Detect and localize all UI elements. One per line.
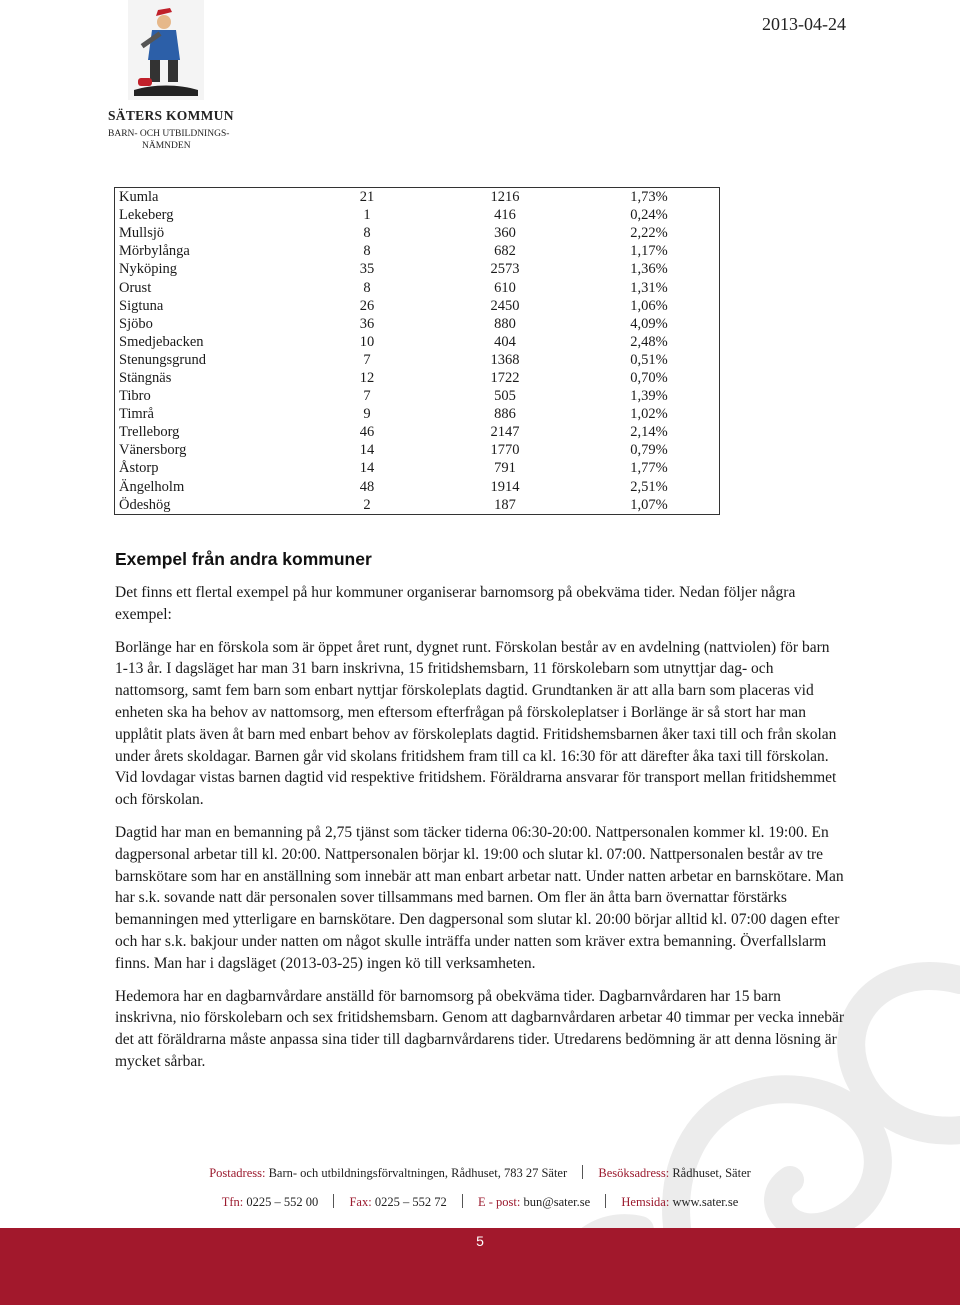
table-row bbox=[115, 224, 720, 242]
logo-subtitle-line-2: NÄMNDEN bbox=[142, 141, 191, 151]
percent-cell: 1,39% bbox=[630, 388, 668, 405]
logo-subtitle-line-1: BARN- OCH UTBILDNINGS- bbox=[108, 129, 230, 139]
total-cell: 682 bbox=[494, 243, 516, 260]
municipality-cell: Kumla bbox=[119, 189, 159, 206]
total-cell: 416 bbox=[494, 207, 516, 224]
table-row bbox=[115, 351, 720, 369]
table-row bbox=[115, 278, 720, 296]
table-row bbox=[115, 242, 720, 260]
municipality-cell: Ängelholm bbox=[119, 478, 185, 495]
municipality-logo bbox=[100, 0, 234, 158]
total-cell: 791 bbox=[494, 460, 516, 477]
total-cell: 505 bbox=[494, 388, 516, 405]
footer-divider bbox=[462, 1194, 463, 1208]
phone-value: 0225 – 552 00 bbox=[246, 1195, 319, 1209]
percent-cell: 1,06% bbox=[630, 297, 668, 314]
total-cell: 1770 bbox=[490, 442, 520, 459]
footer-contact-row bbox=[0, 1194, 960, 1210]
section-heading: Exempel från andra kommuner bbox=[115, 549, 372, 569]
municipality-cell: Mörbylånga bbox=[119, 243, 190, 260]
visit-value: Rådhuset, Säter bbox=[672, 1166, 751, 1180]
percent-cell: 2,22% bbox=[630, 225, 668, 242]
postal-label: Postadress: bbox=[209, 1166, 266, 1180]
count-cell: 48 bbox=[359, 478, 375, 495]
percent-cell: 1,17% bbox=[630, 243, 668, 260]
municipality-cell: Vänersborg bbox=[119, 442, 187, 459]
table-row bbox=[115, 206, 720, 224]
table-row bbox=[115, 260, 720, 278]
web-label: Hemsida: bbox=[621, 1195, 670, 1209]
table-row bbox=[115, 333, 720, 351]
total-cell: 610 bbox=[494, 279, 516, 296]
municipality-table bbox=[114, 187, 720, 515]
percent-cell: 4,09% bbox=[630, 315, 668, 332]
count-cell: 1 bbox=[363, 207, 371, 224]
municipality-cell: Timrå bbox=[119, 406, 154, 423]
percent-cell: 0,24% bbox=[630, 207, 668, 224]
total-cell: 2450 bbox=[490, 297, 520, 314]
municipality-cell: Lekeberg bbox=[119, 207, 174, 224]
table-row bbox=[115, 496, 720, 515]
count-cell: 7 bbox=[363, 388, 371, 405]
total-cell: 1914 bbox=[490, 478, 520, 495]
municipality-cell: Mullsjö bbox=[119, 225, 165, 242]
table-row bbox=[115, 441, 720, 459]
visit-label: Besöksadress: bbox=[598, 1166, 670, 1180]
percent-cell: 1,73% bbox=[630, 189, 668, 206]
section-body bbox=[115, 582, 845, 1084]
total-cell: 1216 bbox=[490, 189, 520, 206]
total-cell: 1368 bbox=[490, 351, 520, 368]
logo-figure-icon bbox=[128, 0, 204, 100]
total-cell: 404 bbox=[494, 333, 516, 350]
count-cell: 10 bbox=[359, 333, 375, 350]
percent-cell: 0,70% bbox=[630, 369, 668, 386]
municipality-cell: Tibro bbox=[119, 388, 151, 405]
percent-cell: 1,77% bbox=[630, 460, 668, 477]
municipality-cell: Orust bbox=[119, 279, 152, 296]
count-cell: 35 bbox=[359, 261, 375, 278]
document-date: 2013-04-24 bbox=[762, 14, 846, 34]
total-cell: 880 bbox=[494, 315, 516, 332]
percent-cell: 2,51% bbox=[630, 478, 668, 495]
percent-cell: 2,48% bbox=[630, 333, 668, 350]
table-row bbox=[115, 369, 720, 387]
total-cell: 2147 bbox=[490, 424, 520, 441]
municipality-cell: Trelleborg bbox=[119, 424, 180, 441]
total-cell: 1722 bbox=[490, 369, 520, 386]
footer-address-row bbox=[0, 1165, 960, 1181]
count-cell: 7 bbox=[363, 351, 371, 368]
table-row bbox=[115, 315, 720, 333]
logo-title: SÄTERS KOMMUN bbox=[108, 108, 234, 123]
percent-cell: 1,36% bbox=[630, 261, 668, 278]
percent-cell: 2,14% bbox=[630, 424, 668, 441]
table-row bbox=[115, 387, 720, 405]
percent-cell: 1,07% bbox=[630, 496, 668, 513]
table-body bbox=[115, 188, 720, 515]
email-link[interactable]: bun@sater.se bbox=[523, 1195, 591, 1209]
total-cell: 2573 bbox=[490, 261, 520, 278]
count-cell: 8 bbox=[363, 279, 371, 296]
paragraph: Dagtid har man en bemanning på 2,75 tjänst som täcker tiderna 06:30-20:00. Nattpersonalen kommer kl. 19:00. En dagpersonal arbetar till kl. 20:00. Nattpersonalen börjar kl. 19:00 och slutar kl. 07:00. Nattpersonalen består av tre barnskötare som har en anställning som innebär att man enbart arbetar natt. Under natten arbetar en barnskötare. Man har s.k. sovande natt där personalen sover tillsammans med barnen. Om fler än åtta barn övernattar förstärks bemanningen med ytterligare en barnskötare. Den dagpersonal som slutar kl. 20:00 börjar alltid kl. 07:00 dagen efter och har s.k. bakjour under natten om något skulle inträffa under natten som kräver extra bemanning. Överfallslarm finns. Man har i dagsläget (2013-03-25) ingen kö till verksamheten. bbox=[115, 823, 844, 972]
footer-divider bbox=[582, 1165, 583, 1179]
postal-value: Barn- och utbildningsförvaltningen, Rådhuset, 783 27 Säter bbox=[268, 1166, 568, 1180]
municipality-cell: Sigtuna bbox=[119, 297, 164, 314]
phone-label: Tfn: bbox=[221, 1195, 244, 1209]
count-cell: 8 bbox=[363, 225, 371, 242]
municipality-cell: Nyköping bbox=[119, 261, 177, 278]
count-cell: 14 bbox=[359, 460, 375, 477]
total-cell: 360 bbox=[494, 225, 516, 242]
fax-label: Fax: bbox=[349, 1195, 372, 1209]
paragraph: Borlänge har en förskola som är öppet året runt, dygnet runt. Förskolan består av en avdelning (nattviolen) för barn 1-13 år. I dagsläget har man 31 barn inskrivna, 15 fritidshemsbarn, 11 förskolebarn som utnyttjar dag- och nattomsorg, samt fem barn som enbart nyttjar förskoleplats dagtid. Grundtanken är att alla barn som placeras vid enheten ska ha behov av nattomsorg, men eftersom efterfrågan på förskoleplatser i Borlänge är så stort har man upplåtit plats även åt barn med enbart behov av förskoleplats dagtid. Fritidshemsbarnen åker taxi till och från skolan under årets skoldagar. Barnen går vid skolans fritidshem fram till ca kl. 16:30 för att därefter åka taxi till förskolan. Vid lovdagar vistas barnen dagtid vid respektive fritidshem. Föräldrarna ansvarar för transport mellan fritidshemmet och förskolan. bbox=[115, 638, 837, 809]
percent-cell: 1,31% bbox=[630, 279, 668, 296]
website-link[interactable]: www.sater.se bbox=[672, 1195, 739, 1209]
percent-cell: 0,51% bbox=[630, 351, 668, 368]
count-cell: 46 bbox=[359, 424, 375, 441]
percent-cell: 1,02% bbox=[630, 406, 668, 423]
fax-value: 0225 – 552 72 bbox=[374, 1195, 447, 1209]
municipality-cell: Sjöbo bbox=[119, 315, 153, 332]
count-cell: 2 bbox=[363, 496, 371, 513]
page-number: 5 bbox=[476, 1233, 484, 1249]
logo-subtitle bbox=[108, 128, 238, 152]
count-cell: 12 bbox=[359, 369, 375, 386]
count-cell: 9 bbox=[363, 406, 371, 423]
count-cell: 8 bbox=[363, 243, 371, 260]
email-label: E - post: bbox=[477, 1195, 521, 1209]
paragraph: Det finns ett flertal exempel på hur kommuner organiserar barnomsorg på obekväma tider. Nedan följer några exempel: bbox=[115, 584, 796, 623]
municipality-cell: Smedjebacken bbox=[119, 333, 204, 350]
table-row bbox=[115, 188, 720, 207]
paragraph: Hedemora har en dagbarnvårdare anställd för barnomsorg på obekväma tider. Dagbarnvårdaren har 15 barn inskrivna, nio förskolebarn och sex fritidshemsbarn. Genom att dagbarnvårdaren arbetar 40 timmar per vecka innebär det att föräldrarna måste anpassa sina tider till dagbarnvårdarens tider. Utredarens bedömning är att denna lösning är mycket sårbar. bbox=[115, 987, 845, 1070]
municipality-cell: Åstorp bbox=[119, 460, 159, 477]
count-cell: 26 bbox=[359, 297, 375, 314]
count-cell: 14 bbox=[359, 442, 375, 459]
table-row bbox=[115, 459, 720, 477]
count-cell: 36 bbox=[359, 315, 375, 332]
count-cell: 21 bbox=[359, 189, 375, 206]
table-row bbox=[115, 423, 720, 441]
municipality-cell: Stängnäs bbox=[119, 369, 172, 386]
table-row bbox=[115, 478, 720, 496]
table-row bbox=[115, 405, 720, 423]
municipality-cell: Stenungsgrund bbox=[119, 351, 206, 368]
total-cell: 187 bbox=[494, 496, 516, 513]
footer-divider bbox=[333, 1194, 334, 1208]
footer-divider bbox=[605, 1194, 606, 1208]
percent-cell: 0,79% bbox=[630, 442, 668, 459]
total-cell: 886 bbox=[494, 406, 516, 423]
municipality-cell: Ödeshög bbox=[119, 496, 171, 513]
table-row bbox=[115, 297, 720, 315]
